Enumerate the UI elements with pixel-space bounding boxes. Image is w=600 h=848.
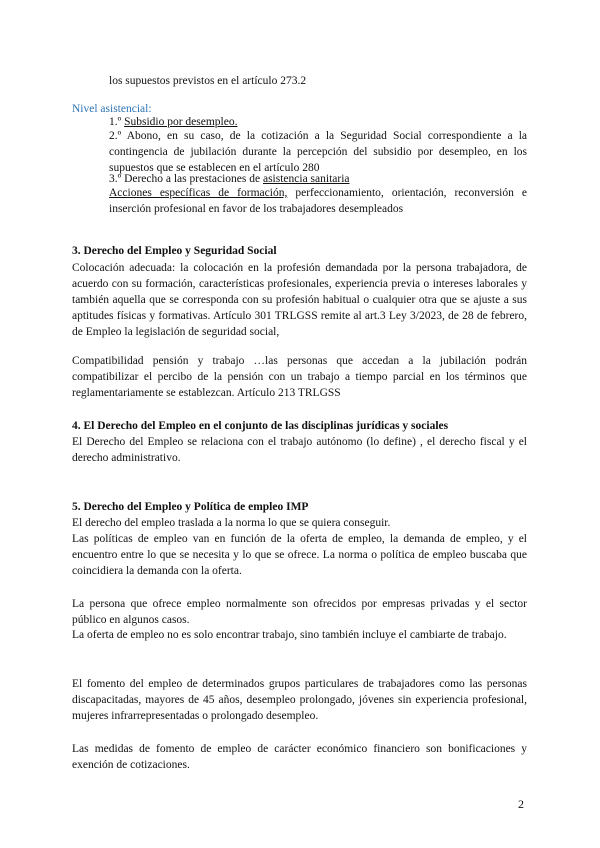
- page-number: 2: [518, 797, 524, 811]
- section-3-paragraph-2: Compatibilidad pensión y trabajo …las personas que accedan a la jubilación podrán compatibilizar el percibo de la pensión con un trabajo a tiempo parcial en los términos que reglamentariamente se establezcan. Artículo 213 TRLGSS: [72, 355, 527, 399]
- list-item-4: [109, 185, 527, 217]
- list-item-2: 2.º Abono, en su caso, de la cotización a la Seguridad Social correspondiente a la contingencia de jubilación durante la percepción del subsidio por desempleo, en los supuestos que se establecen en el artículo 280: [109, 130, 527, 174]
- section-5-paragraph-1: El derecho del empleo traslada a la norma lo que se quiera conseguir.: [72, 517, 391, 529]
- section-4-paragraph-1: El Derecho del Empleo se relaciona con el trabajo autónomo (lo define) , el derecho fiscal y el derecho administrativo.: [72, 436, 527, 464]
- list-item-4-rest: perfeccionamiento, orientación, reconversión e inserción profesional en favor de los trabajadores desempleados: [109, 187, 528, 215]
- list-item-3-link: asistencia sanitaria: [262, 173, 350, 185]
- section-5-paragraph-6: Las medidas de fomento de empleo de carácter económico financiero son bonificaciones y exención de cotizaciones.: [72, 743, 527, 771]
- list-item-3-prefix: 3.º Derecho a las prestaciones de: [109, 173, 261, 185]
- section-5-paragraph-4: La oferta de empleo no es solo encontrar trabajo, sino también incluye el cambiarte de trabajo.: [72, 629, 507, 641]
- section-3-title: 3. Derecho del Empleo y Seguridad Social: [72, 245, 277, 257]
- section-5-title: 5. Derecho del Empleo y Política de empleo IMP: [72, 501, 309, 513]
- section-4-title: 4. El Derecho del Empleo en el conjunto de las disciplinas jurídicas y sociales: [72, 420, 449, 432]
- section-3-paragraph-1: Colocación adecuada: la colocación en la profesión demandada por la persona trabajadora, de acuerdo con su formación, características profesionales, experiencia previa o intereses laborales y también aquella que se corresponda con su profesión habitual o cualquier otra que se ajuste a sus aptitudes físicas y formativas. Artículo 301 TRLGSS remite al art.3 Ley 3/2023, de 28 de febrero, de Empleo la legislación de seguridad social,: [72, 262, 527, 338]
- nivel-asistencial-heading: Nivel asistencial:: [72, 103, 152, 115]
- section-5-paragraph-5: El fomento del empleo de determinados grupos particulares de trabajadores como las personas discapacitadas, mayores de 45 años, desempleo prolongado, jóvenes sin experiencia profesional, mujeres infrarrepresentadas o prolongado desempleo.: [72, 678, 527, 722]
- list-item-1-text: Subsidio por desempleo.: [124, 116, 238, 128]
- section-5-paragraph-2: Las políticas de empleo van en función de la oferta de empleo, la demanda de empleo, y el encuentro entre lo que se necesita y lo que se ofrece. La norma o política de empleo buscaba que coincidiera la demanda con la oferta.: [72, 533, 527, 577]
- intro-line: los supuestos previstos en el artículo 273.2: [109, 75, 307, 87]
- list-item-4-underlined: Acciones específicas de formación,: [109, 187, 288, 199]
- section-5-paragraph-3: La persona que ofrece empleo normalmente son ofrecidos por empresas privadas y el sector público en algunos casos.: [72, 598, 527, 626]
- list-item-1-number: 1.º: [109, 116, 122, 128]
